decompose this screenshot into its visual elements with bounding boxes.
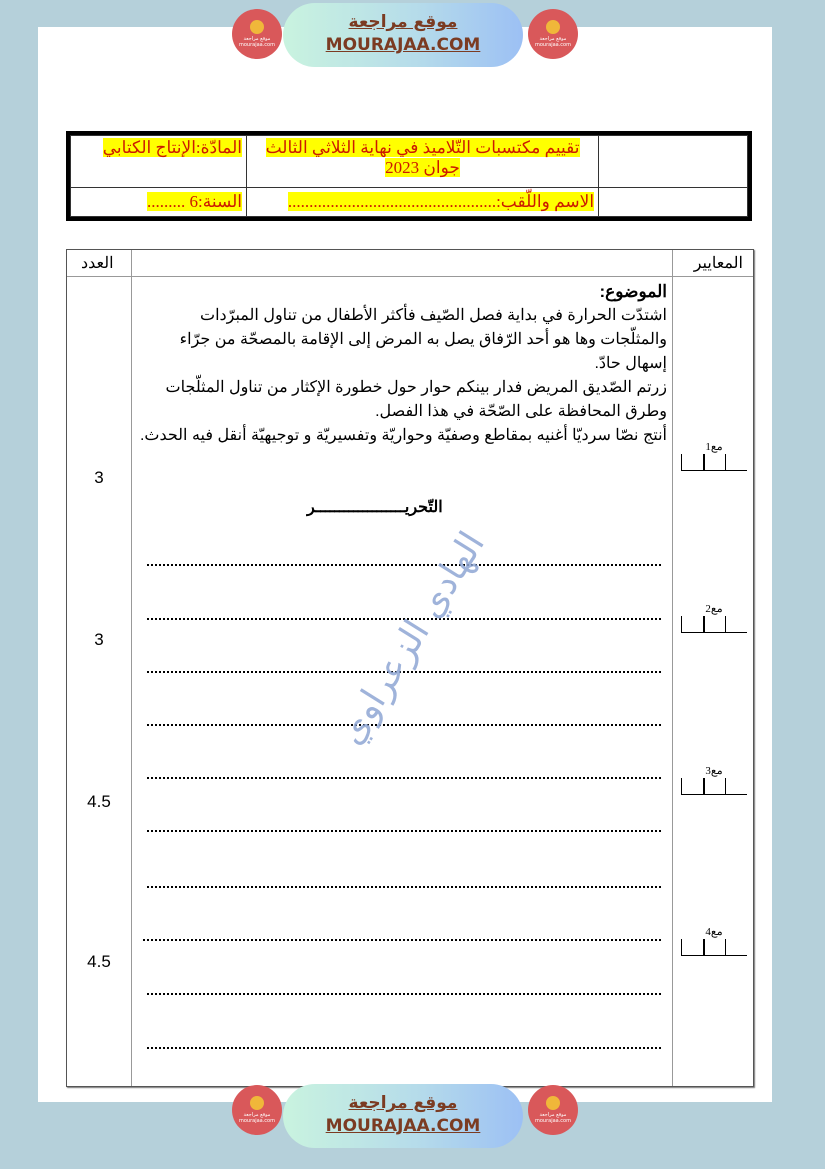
criterion-4: مع4 bbox=[681, 925, 747, 956]
criterion-3: مع3 bbox=[681, 764, 747, 795]
criterion-1: مع1 bbox=[681, 440, 747, 471]
score-criterion-1: 3 bbox=[94, 468, 104, 487]
grade-field[interactable]: السنة:6 ......... bbox=[146, 192, 243, 211]
criteria-header: المعايير bbox=[693, 255, 743, 272]
prompt-paragraph: زرتم الصّديق المريض فدار بينكم حوار حول خطورة الإكثار من تناول المثلّجات وطرق المحافظة على الصّحّة في هذا الفصل. bbox=[165, 379, 667, 420]
exam-date: جوان 2023 bbox=[385, 158, 460, 177]
logo-icon bbox=[546, 20, 560, 34]
exam-title: تقييم مكتسبات التّلاميذ في نهاية الثلاثي الثالث bbox=[265, 138, 580, 157]
answer-line[interactable] bbox=[147, 1047, 661, 1049]
score-criterion-2: 3 bbox=[94, 630, 104, 649]
score-criterion-4: 4.5 bbox=[87, 952, 111, 971]
exam-prompt bbox=[139, 280, 667, 448]
answer-line[interactable] bbox=[147, 886, 661, 888]
student-name-field[interactable]: الاسم واللّقب:................................................. bbox=[287, 192, 595, 211]
exam-title-cell bbox=[247, 136, 599, 188]
site-banner-top[interactable] bbox=[283, 3, 523, 67]
answer-line[interactable] bbox=[147, 777, 661, 779]
site-name-arabic: موقع مراجعة bbox=[348, 1093, 458, 1113]
answer-line[interactable] bbox=[147, 830, 661, 832]
prompt-paragraph: اشتدّت الحرارة في بداية فصل الصّيف فأكثر الأطفال من تناول المبرّدات والمثلّجات وها هو أحد الرّفاق يصل به المرض إلى الإقامة بالمصحّة من جرّاء إسهال حادّ. bbox=[179, 307, 667, 372]
table-header-row bbox=[67, 250, 753, 277]
answer-line[interactable] bbox=[143, 939, 661, 941]
criterion-3-grading-boxes[interactable] bbox=[681, 778, 747, 795]
author-watermark: الهادي الزعراوي bbox=[330, 524, 493, 752]
answer-line[interactable] bbox=[147, 993, 661, 995]
subject-cell bbox=[71, 136, 247, 188]
header-empty-cell bbox=[599, 188, 748, 217]
criterion-2: مع2 bbox=[681, 602, 747, 633]
criterion-1-grading-boxes[interactable] bbox=[681, 454, 747, 471]
logo-icon bbox=[250, 20, 264, 34]
site-name-latin: MOURAJAA.COM bbox=[325, 1116, 481, 1136]
site-logo-badge-left-bottom[interactable]: موقع مراجعة mourajaa.com bbox=[232, 1085, 282, 1135]
score-header: العدد bbox=[81, 255, 114, 272]
criterion-2-grading-boxes[interactable] bbox=[681, 616, 747, 633]
site-name-arabic: موقع مراجعة bbox=[348, 12, 458, 32]
answer-line[interactable] bbox=[147, 724, 661, 726]
subject-heading: الموضوع: bbox=[599, 282, 667, 301]
site-name-latin: MOURAJAA.COM bbox=[325, 35, 481, 55]
criterion-4-grading-boxes[interactable] bbox=[681, 939, 747, 956]
score-criterion-3: 4.5 bbox=[87, 792, 111, 811]
site-logo-badge-right-bottom[interactable]: موقع مراجعة mourajaa.com bbox=[528, 1085, 578, 1135]
writing-heading: التّحريـــــــــــــــــــر bbox=[307, 499, 443, 516]
header-empty-cell bbox=[599, 136, 748, 188]
logo-icon bbox=[546, 1096, 560, 1110]
logo-icon bbox=[250, 1096, 264, 1110]
site-logo-badge-right[interactable]: موقع مراجعة mourajaa.com bbox=[528, 9, 578, 59]
criteria-column bbox=[672, 250, 753, 1086]
site-logo-badge-left[interactable]: موقع مراجعة mourajaa.com bbox=[232, 9, 282, 59]
subject-label: المادّة:الإنتاج الكتابي bbox=[102, 138, 243, 157]
prompt-paragraph: أنتج نصّا سرديّا أغنيه بمقاطع وصفيّة وحواريّة وتفسيريّة و توجيهيّة أنقل فيه الحدث. bbox=[139, 427, 667, 444]
exam-header bbox=[66, 131, 752, 221]
site-banner-bottom[interactable] bbox=[283, 1084, 523, 1148]
answer-line[interactable] bbox=[147, 564, 661, 566]
